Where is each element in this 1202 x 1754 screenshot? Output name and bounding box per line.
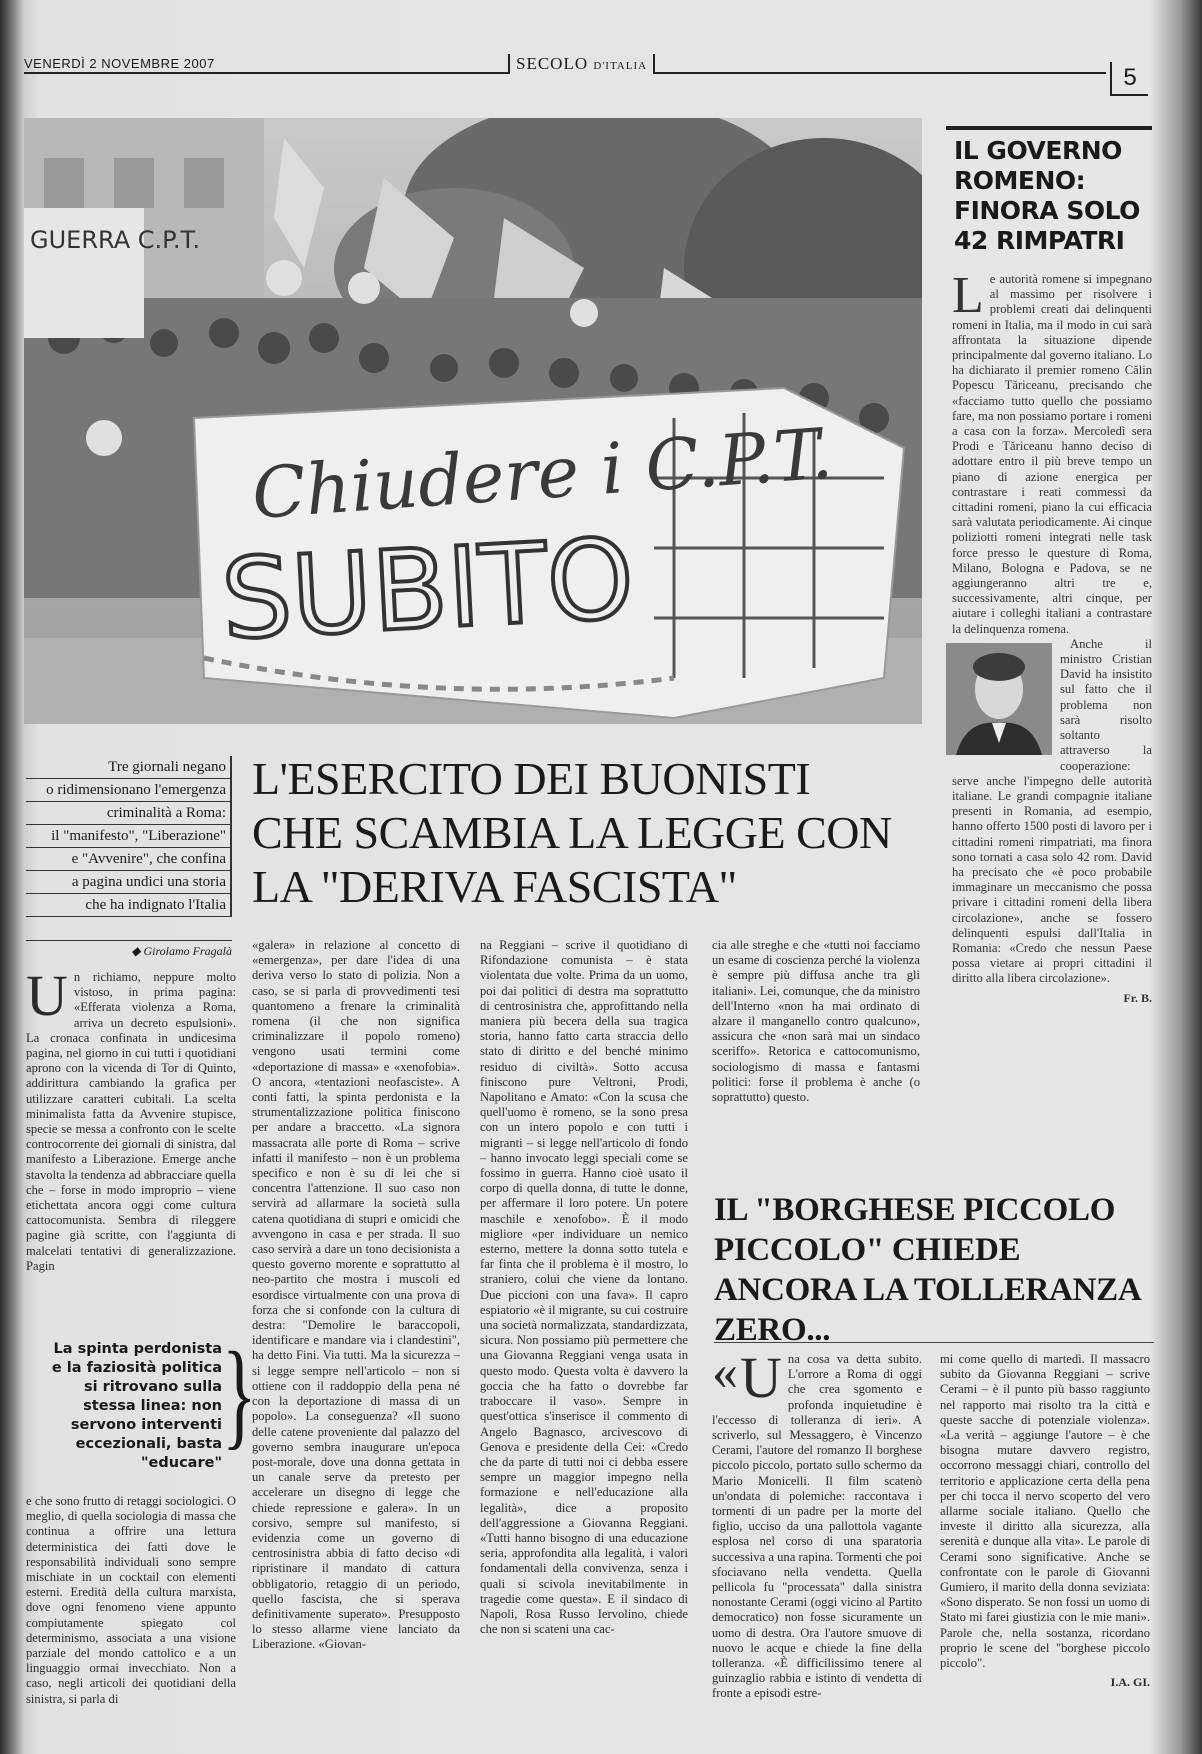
pull-quote-brace: } [222,1327,257,1460]
main-headline: L'ESERCITO DEI BUONISTI CHE SCAMBIA LA LEGGE CON LA "DERIVA FASCISTA" [252,753,892,912]
sidebar-article [946,130,1152,1006]
article-column-3 [480,938,688,1744]
article-column-2-text: «galera» in relazione al concetto di «emergenza», per dare l'idea di una deriva verso lo stato di polizia. Non a caso, se si parla di provvedimenti tesi quantomeno a frenare la criminalità romena (il che non significa criminalizzare il popolo romeno) vengono usati termini come «deportazione di massa» e «xenofobia». O ancora, «tentazioni neofasciste». A conti fatti, la spinta perdonista e la strumentalizzazione politica finiscono per andare a braccetto. «La signora massacrata alle porte di Roma – scrive infatti il manifesto – non è un problema specifico e non è su di lei che si concentra l'attenzione. Il suo caso non servirà ad allarmare la società sulla catena quotidiana di stupri e omicidi che avvengono in casa e per strada. Il suo caso servirà a dare un tono decisionista a questo governo morente e soprattutto al neo-partito che mostra i muscoli ed esordisce virtualmente con una prova di forza che si confonde con la cultura di destra: "Demolire le baraccopoli, identificare e mandare via i clandestini", ha detto Fini. Via tutti. Ma la sicurezza – si legge sempre nell'articolo – non si ottiene con il raddoppio della pena né con la deportazione di massa di un popolo». La conseguenza? «Il suono delle catene proveniente dal palazzo del governo sembra inaugurare un'epoca post-morale, dove una donna gettata in un canale serve da pretesto per accelerare un disegno di legge che chiede repressione e galera». In un corsivo, sempre sul manifesto, si evidenzia come un governo di centrosinistra abbia di fatto deciso «di ripristinare il mandato di cattura obbligatorio, retaggio di un periodo, quello fascista, che si sperava definitivamente superato». Presupposto lo stesso allarme viene lanciato da Liberazione. «Giovan- [252,938,460,1652]
banner-text-top: Chiudere i C.P.T. [249,412,836,535]
article2-quote-mark: « [712,1352,738,1401]
article-column-1-text: n richiamo, neppure molto vistoso, in prima pagina: «Efferata violenza a Roma, arriva un decreto espulsioni». La cronaca confinata in undicesima pagina, nel giorno in cui tutti i quotidiani aprono con la vicenda di Tor di Quinto, addirittura cambiando la grafica per utilizzare caratteri cubitali. La scelta minimalista fatta da Avvenire stupisce, specie se messa a confronto con le scelte controcorrente dei giornali di sinistra, dal manifesto a Liberazione. Emerge anche stavolta la tendenza ad abbracciare quella che – forse in modo improprio – viene etichettata ancora oggi come cultura cattocomunista. Sembra di rileggere pagine già scritte, con l'aggiunta di malcelati tentativi di generalizzazione. Pagin [26,970,236,1273]
article-column-3-text: na Reggiani – scrive il quotidiano di Rifondazione comunista – è stata violentata due volte. Prima da un uomo, poi dai politici di destra ma soprattutto di centrosinistra che, approfittando nella maniera più becera della sua tragica storia, hanno fatto carta straccia dello stato di diritto e del benché minimo residuo di civiltà». Sotto accusa finiscono pure Veltroni, Prodi, Napolitano e Amato: «Con la scusa che quell'uomo è romeno, se la sono presa con un intero popolo e con tutti i migranti – si legge nell'articolo di fondo – hanno invocato leggi speciali come se fossimo in guerra. Hanno cioè usato il corpo di quella donna, di tutte le donne, per affermare il loro potere. Un potere maschile e xenofobo». È il modo migliore «per individuare un nemico esterno, mettere la donna sotto tutela e far finta che il problema è il mostro, lo straniero, colui che viene da lontano. Due piccioni con una fava». Il capro espiatorio «è il migrante, su cui costruire una società normalizzata, standardizzata, sicura. Non possiamo più permettere che una Giovanna Reggiani venga usata in questo modo. Questa volta è davvero la goccia che ha fatto o dovrebbe far traboccare il vaso». Sempre in quest'ottica s'inserisce il commento di Angelo Bagnasco, arcivescovo di Genova e presidente della Cei: «Credo che da parte di tutti noi ci debba essere sempre un maggior impegno nella formazione e nell'educazione alla legalità», dice a proposito dell'aggressione a Giovanna Reggiani. «Tutti hanno bisogno di una educazione seria, approfondita alla legalità, i valori fondamentali della convivenza, senza i quali si scivola inevitabilmente in tragedie come questa». E il sindaco di Napoli, Rosa Russo Iervolino, chiede che non si scateni una cac- [480,938,688,1637]
article2-column-1 [712,1352,922,1744]
protest-sign-text: GUERRA C.P.T. [30,226,200,254]
header-date: VENERDÌ 2 NOVEMBRE 2007 [24,56,215,71]
sidebar-signature: Fr. B. [1123,990,1152,1005]
second-headline: IL "BORGHESE PICCOLO PICCOLO" CHIEDE ANCORA LA TOLLERANZA ZERO... [714,1192,1140,1348]
article2-signature: I.A. GI. [1110,1675,1150,1690]
kicker-line: che ha indignato l'Italia [26,894,232,917]
sidebar-dropcap: L [952,267,984,324]
article2-column-2-text: mi come quello di martedì. Il massacro subito da Giovanna Reggiani – scrive Cerami – è il punto più basso raggiunto nel rapporto mai risolto tra la città e queste sacche di potenziale violenza». «La verità – aggiunge l'autore – è che bisogna mutare davvero registro, occorrono messaggi chiari, controllo del territorio e applicazione certa della pena per chi tocca il nervo scoperto del vero allarme sociale italiano. Quello che investe il diritto alla sicurezza, alla serenità e dunque alla vita». Le parole di Cerami sono significative. Anche se confrontate con le parole di Giovanni Gumiero, il marito della donna seviziata: «Sono disperato. Se non fossi un uomo di Stato mi farei giustizia con le mie mani». Parole che, nella sostanza, ricordano proprio le scene del "borghese piccolo piccolo". [940,1352,1150,1671]
byline: ◆ Girolamo Fragalà [26,940,232,959]
article-dropcap: U [26,970,68,1028]
sidebar-paragraph-2: Anche il ministro Cristian David ha insistito sul fatto che il problema non sarà risolto soltanto attraverso la cooperazione: serve anche l'impegno delle autorità italiane. Le grandi compagnie italiane presenti in Romania, ad esempio, hanno offerto 1500 posti di lavoro per i cittadini romeni rimpatriati, ma finora sono tornati a casa solo 42 rom. David ha precisato che «è poco probabile immaginare un meccanismo che possa privare i cittadini romeni della libera circolazione», anche se fossero delinquenti espulsi dall'Italia in Romania: «Credo che nessun Paese possa vietare ai propri cittadini il diritto alla libera circolazione». [952,636,1152,986]
second-headline-rule [714,1342,1154,1343]
sidebar-paragraph-1: e autorità romene si impegnano al massimo per risolvere i problemi creati dai delinquenti romeni in Italia, ma il modo in cui sarà affrontata la situazione dipende principalmente dal governo italiano. Lo ha dichiarato il premier romeno Călin Popescu Tăriceanu, precisando che «facciamo tutto quello che possiamo fare, ma non possiamo portare i romeni a casa con la forza». Mercoledì sera Prodi e Tăriceanu hanno deciso di adottare entro il più breve tempo un piano di azione energica per contrastare i reati commessi da cittadini romeni, piano la cui efficacia sarà valutata periodicamente. Ai cinque poliziotti romeni integrati nelle task force presso le questure di Roma, Milano, Bologna e Padova, se ne aggiungeranno altri tre e, successivamente, altri cinque, per aiutare i colleghi italiani a contrastare la delinquenza romena. [952,272,1152,636]
paper-name: SECOLO [516,54,589,73]
article-column-1-continued [26,1494,236,1744]
article2-dropcap: U [740,1352,782,1410]
paper-suffix: D'ITALIA [593,60,648,72]
sidebar-title: IL GOVERNO ROMENO: FINORA SOLO 42 RIMPATRI [954,136,1140,255]
article-column-4-text: cia alle streghe e che «tutti noi facciamo un esame di coscienza perché la violenza è sempre più diffusa anche tra gli italiani». Lei, comunque, che da ministro dell'Interno «non ha mai ordinato di alzare il manganello contro qualcuno», assicura che «non sarà mai un sindaco sceriffo». Retorica e cattocomunismo, sociologismo di massa e fantasmi politici: forse il problema è anche (o soprattutto) questo. [712,938,920,1105]
kicker-line: il "manifesto", "Liberazione" [26,825,232,848]
banner-text-main: SUBITO [218,514,637,664]
kicker-line: e "Avvenire", che confina [26,848,232,871]
kicker-line: criminalità a Roma: [26,802,232,825]
protest-photo [24,118,922,724]
kicker-line: Tre giornali negano [26,756,232,779]
article2-column-1-text: na cosa va detta subito. L'orrore a Roma di oggi che crea sgomento e profonda inquietudine è l'eccesso di tolleranza di ieri». A scriverlo, sul Messaggero, è Vincenzo Cerami, l'autore del romanzo Il borghese piccolo piccolo, portato sullo schermo da Mario Monicelli. Il film scatenò un'ondata di polemiche: raccontava i tormenti di un padre per la morte del figlio, ucciso da una pallottola vagante esplosa nel corso di una sparatoria successiva a una rapina. Tormenti che poi sfociavano nella vendetta. Quella pellicola fu "processata" dalla sinistra nonostante Cerami (oggi vicino al Partito democratico) non fosse sicuramente un uomo di destra. Ora l'autore smuove di nuovo le acque e chiede la fine della tolleranza. «È difficilissimo tenere al guinzaglio rabbia e istinto di vendetta di fronte a episodi estre- [712,1352,922,1701]
kicker-box [26,756,232,917]
kicker-line: a pagina undici una storia [26,871,232,894]
article-column-1 [26,970,236,1336]
header-paper-name [508,54,655,74]
article-column-1-continued-text: e che sono frutto di retaggi sociologici. O meglio, di quella sociologia di massa che continua a offrire una lettura deterministica dei fatti dove le responsabilità individuali sono sempre mischiate in un cocktail con elementi esterni. Eredità della cultura marxista, dove ogni fenomeno viene appunto compiutamente spiegato col determinismo, associata a una visione parziale del mondo cattolico e a un linguaggio ormai invecchiato. Non a caso, negli articoli dei quotidiani della sinistra, si parla di [26,1494,236,1706]
sidebar-body [952,267,1152,1006]
article-column-4 [712,938,920,1138]
byline-author: Girolamo Fragalà [143,944,232,958]
article2-column-2 [940,1352,1150,1744]
page-number: 5 [1110,62,1148,96]
pull-quote: La spinta perdonista e la faziosità politica si ritrovano sulla stessa linea: non servono interventi eccezionali, basta "educare" [51,1341,222,1471]
portrait-photo [946,643,1052,755]
article-column-2 [252,938,460,1744]
kicker-line: o ridimensionano l'emergenza [26,779,232,802]
